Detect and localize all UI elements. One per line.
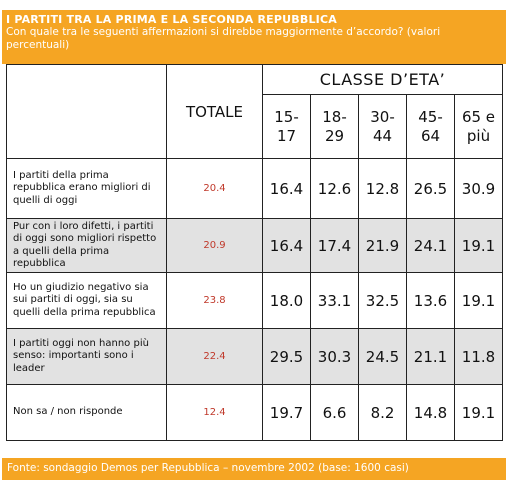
row-label: Ho un giudizio negativo sia sui partiti di oggi, sia su quelli della prima repubblica bbox=[7, 273, 167, 329]
row-totale: 22.4 bbox=[167, 329, 263, 385]
row-value: 19.7 bbox=[263, 385, 311, 441]
row-value: 13.6 bbox=[407, 273, 455, 329]
header-banner bbox=[2, 10, 506, 64]
row-label: Pur con i loro difetti, i partiti di oggi sono migliori rispetto a quelli della prima repubblica bbox=[7, 219, 167, 273]
survey-card bbox=[2, 2, 506, 480]
row-totale: 20.9 bbox=[167, 219, 263, 273]
header-age-45-64: 45- 64 bbox=[407, 95, 455, 159]
row-value: 24.5 bbox=[359, 329, 407, 385]
table-row bbox=[7, 273, 503, 329]
row-value: 26.5 bbox=[407, 159, 455, 219]
header-age-30-44: 30- 44 bbox=[359, 95, 407, 159]
table-row bbox=[7, 219, 503, 273]
row-value: 19.1 bbox=[455, 385, 503, 441]
page-title: I PARTITI TRA LA PRIMA E LA SECONDA REPUBBLICA bbox=[6, 13, 337, 26]
header-totale: TOTALE bbox=[167, 65, 263, 159]
row-value: 12.8 bbox=[359, 159, 407, 219]
row-value: 18.0 bbox=[263, 273, 311, 329]
row-totale: 23.8 bbox=[167, 273, 263, 329]
row-value: 8.2 bbox=[359, 385, 407, 441]
row-value: 24.1 bbox=[407, 219, 455, 273]
table-row bbox=[7, 159, 503, 219]
row-value: 33.1 bbox=[311, 273, 359, 329]
row-value: 6.6 bbox=[311, 385, 359, 441]
row-value: 11.8 bbox=[455, 329, 503, 385]
row-value: 30.3 bbox=[311, 329, 359, 385]
table-row bbox=[7, 385, 503, 441]
header-age-18-29: 18- 29 bbox=[311, 95, 359, 159]
row-value: 21.9 bbox=[359, 219, 407, 273]
row-value: 21.1 bbox=[407, 329, 455, 385]
row-value: 32.5 bbox=[359, 273, 407, 329]
row-value: 12.6 bbox=[311, 159, 359, 219]
row-value: 16.4 bbox=[263, 159, 311, 219]
results-table bbox=[6, 64, 503, 441]
row-label: Non sa / non risponde bbox=[7, 385, 167, 441]
source-footer: Fonte: sondaggio Demos per Repubblica – novembre 2002 (base: 1600 casi) bbox=[2, 458, 506, 480]
row-totale: 20.4 bbox=[167, 159, 263, 219]
header-age-65-plus: 65 e più bbox=[455, 95, 503, 159]
row-value: 14.8 bbox=[407, 385, 455, 441]
row-value: 19.1 bbox=[455, 219, 503, 273]
row-label: I partiti della prima repubblica erano migliori di quelli di oggi bbox=[7, 159, 167, 219]
header-empty-cell bbox=[7, 65, 167, 159]
row-totale: 12.4 bbox=[167, 385, 263, 441]
row-label: I partiti oggi non hanno più senso: importanti sono i leader bbox=[7, 329, 167, 385]
page-subtitle: Con quale tra le seguenti affermazioni si direbbe maggiormente d’accordo? (valori percentuali) bbox=[6, 26, 441, 51]
row-value: 17.4 bbox=[311, 219, 359, 273]
row-value: 29.5 bbox=[263, 329, 311, 385]
row-value: 30.9 bbox=[455, 159, 503, 219]
header-classe-eta: CLASSE D’ETA’ bbox=[263, 65, 503, 95]
row-value: 19.1 bbox=[455, 273, 503, 329]
row-value: 16.4 bbox=[263, 219, 311, 273]
header-age-15-17: 15- 17 bbox=[263, 95, 311, 159]
table-row bbox=[7, 329, 503, 385]
